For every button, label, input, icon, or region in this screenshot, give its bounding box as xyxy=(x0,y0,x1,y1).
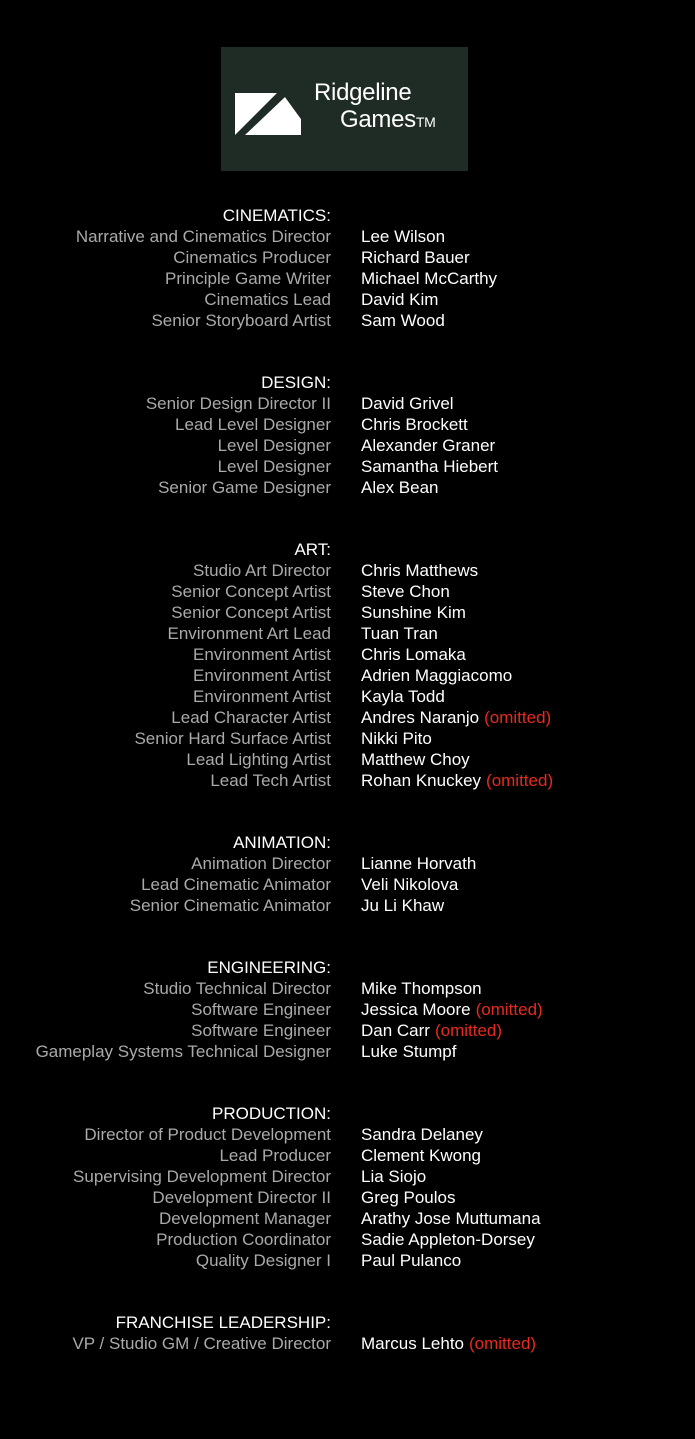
credit-row xyxy=(0,456,695,477)
credit-row xyxy=(0,477,695,498)
credit-role: Development Manager xyxy=(159,1209,331,1228)
credit-row xyxy=(0,1124,695,1145)
credit-row xyxy=(0,749,695,770)
section-title: PRODUCTION: xyxy=(212,1104,331,1123)
credit-row xyxy=(0,707,695,728)
credit-role: Studio Technical Director xyxy=(143,979,331,998)
credit-name: Chris Lomaka xyxy=(361,645,466,664)
credits-list xyxy=(0,205,695,1395)
credit-role: Cinematics Producer xyxy=(173,248,331,267)
credit-name: Sam Wood xyxy=(361,311,445,330)
credit-row xyxy=(0,728,695,749)
credit-person xyxy=(361,1333,536,1354)
credit-person xyxy=(361,1229,535,1250)
credit-role: Director of Product Development xyxy=(84,1125,331,1144)
credit-row xyxy=(0,560,695,581)
credit-person xyxy=(361,602,466,623)
credit-person xyxy=(361,226,445,247)
credit-role: Environment Artist xyxy=(193,687,331,706)
credit-role: Gameplay Systems Technical Designer xyxy=(35,1042,331,1061)
credit-person xyxy=(361,874,458,895)
credit-role: Lead Lighting Artist xyxy=(186,750,331,769)
credit-name: Sunshine Kim xyxy=(361,603,466,622)
credit-row xyxy=(0,665,695,686)
credit-person xyxy=(361,895,444,916)
credit-role: Cinematics Lead xyxy=(204,290,331,309)
credit-name: Rohan Knuckey xyxy=(361,771,482,790)
credit-row xyxy=(0,393,695,414)
credit-name: Sandra Delaney xyxy=(361,1125,483,1144)
credit-name: Adrien Maggiacomo xyxy=(361,666,513,685)
credit-row xyxy=(0,999,695,1020)
credit-person xyxy=(361,665,512,686)
credit-person xyxy=(361,414,468,435)
credit-row xyxy=(0,414,695,435)
credit-row xyxy=(0,874,695,895)
credits-section xyxy=(0,372,695,498)
credits-section xyxy=(0,832,695,916)
credit-role: Narrative and Cinematics Director xyxy=(75,227,331,246)
credit-row xyxy=(0,289,695,310)
credit-person xyxy=(361,686,445,707)
credit-role: Lead Level Designer xyxy=(175,415,331,434)
credit-person xyxy=(361,853,476,874)
credit-person xyxy=(361,999,543,1020)
credit-name: Jessica Moore xyxy=(361,1000,471,1019)
credit-row xyxy=(0,853,695,874)
credit-role: Quality Designer I xyxy=(195,1251,331,1270)
credits-section xyxy=(0,205,695,331)
section-title: ANIMATION: xyxy=(233,833,331,852)
omitted-note: (omitted) xyxy=(469,1334,537,1353)
credit-role: Lead Tech Artist xyxy=(210,771,331,790)
credit-role: Production Coordinator xyxy=(156,1230,331,1249)
credit-role: Environment Artist xyxy=(193,645,331,664)
credit-person xyxy=(361,728,432,749)
credit-person xyxy=(361,477,439,498)
credit-row xyxy=(0,1250,695,1271)
credit-row xyxy=(0,1145,695,1166)
credit-row xyxy=(0,1208,695,1229)
credit-role: Senior Concept Artist xyxy=(171,582,331,601)
omitted-note: (omitted) xyxy=(434,1021,503,1040)
credit-role: Studio Art Director xyxy=(193,561,331,580)
credit-row xyxy=(0,226,695,247)
credit-row xyxy=(0,770,695,791)
credit-person xyxy=(361,247,470,268)
credit-role: Environment Artist xyxy=(193,666,331,685)
credit-name: Samantha Hiebert xyxy=(361,457,499,476)
credit-person xyxy=(361,1041,456,1062)
logo-line-1: Ridgeline xyxy=(314,79,412,106)
credit-row xyxy=(0,686,695,707)
credit-role: VP / Studio GM / Creative Director xyxy=(72,1334,331,1353)
credit-row xyxy=(0,1166,695,1187)
credit-person xyxy=(361,644,466,665)
credit-person xyxy=(361,1166,426,1187)
credit-person xyxy=(361,310,445,331)
credit-name: Lee Wilson xyxy=(361,227,446,246)
credit-role: Lead Producer xyxy=(219,1146,331,1165)
credit-person xyxy=(361,978,482,999)
credit-role: Level Designer xyxy=(217,436,331,455)
section-title: ART: xyxy=(294,540,331,559)
credit-role: Principle Game Writer xyxy=(165,269,331,288)
credit-row xyxy=(0,581,695,602)
credit-role: Animation Director xyxy=(191,854,331,873)
credit-name: Alex Bean xyxy=(361,478,439,497)
credit-name: Tuan Tran xyxy=(361,624,438,643)
credit-person xyxy=(361,1250,461,1271)
omitted-note: (omitted) xyxy=(484,708,552,727)
credit-person xyxy=(361,1124,483,1145)
credits-section xyxy=(0,1312,695,1354)
credit-name: Clement Kwong xyxy=(361,1146,482,1165)
credit-row xyxy=(0,247,695,268)
trademark-mark: TM xyxy=(415,114,436,130)
credit-row xyxy=(0,978,695,999)
credit-name: Arathy Jose Muttumana xyxy=(361,1209,541,1228)
credit-row xyxy=(0,1229,695,1250)
studio-logo xyxy=(221,47,468,171)
mountain-logo-icon xyxy=(235,83,315,135)
credit-row xyxy=(0,623,695,644)
credit-person xyxy=(361,623,438,644)
section-header xyxy=(0,832,695,853)
credit-role: Senior Cinematic Animator xyxy=(129,896,331,915)
credit-name: Chris Brockett xyxy=(361,415,468,434)
logo-line-2-text: Games xyxy=(340,106,416,133)
credit-name: Veli Nikolova xyxy=(361,875,459,894)
credit-row xyxy=(0,895,695,916)
credit-person xyxy=(361,770,553,791)
credits-section xyxy=(0,957,695,1062)
section-title: FRANCHISE LEADERSHIP: xyxy=(115,1313,331,1332)
credit-name: Lianne Horvath xyxy=(361,854,477,873)
credit-name: Nikki Pito xyxy=(361,729,432,748)
credit-role: Environment Art Lead xyxy=(167,624,331,643)
credit-person xyxy=(361,581,450,602)
credit-name: Chris Matthews xyxy=(361,561,479,580)
omitted-note: (omitted) xyxy=(486,771,554,790)
credit-role: Lead Character Artist xyxy=(171,708,331,727)
credit-name: Michael McCarthy xyxy=(361,269,498,288)
omitted-note: (omitted) xyxy=(475,1000,543,1019)
credit-name: Lia Siojo xyxy=(361,1167,427,1186)
credit-row xyxy=(0,1187,695,1208)
credit-person xyxy=(361,1020,502,1041)
section-header xyxy=(0,539,695,560)
credit-row xyxy=(0,1020,695,1041)
credit-row xyxy=(0,1041,695,1062)
credit-row xyxy=(0,268,695,289)
credits-section xyxy=(0,539,695,791)
credit-name: Steve Chon xyxy=(361,582,450,601)
credit-row xyxy=(0,602,695,623)
credit-person xyxy=(361,268,497,289)
credit-row xyxy=(0,435,695,456)
credit-name: David Grivel xyxy=(361,394,454,413)
credit-role: Level Designer xyxy=(217,457,331,476)
credit-name: David Kim xyxy=(361,290,439,309)
credit-person xyxy=(361,1187,456,1208)
credit-role: Software Engineer xyxy=(191,1021,331,1040)
credit-name: Ju Li Khaw xyxy=(361,896,445,915)
credit-person xyxy=(361,1208,541,1229)
credit-person xyxy=(361,749,470,770)
credit-person xyxy=(361,435,495,456)
section-title: ENGINEERING: xyxy=(207,958,331,977)
credit-row xyxy=(0,310,695,331)
section-header xyxy=(0,1312,695,1333)
credit-role: Supervising Development Director xyxy=(73,1167,331,1186)
credit-name: Alexander Graner xyxy=(361,436,496,455)
credit-name: Matthew Choy xyxy=(361,750,470,769)
credit-role: Senior Concept Artist xyxy=(171,603,331,622)
section-header xyxy=(0,372,695,393)
credit-role: Lead Cinematic Animator xyxy=(141,875,331,894)
credit-name: Mike Thompson xyxy=(361,979,482,998)
credits-section xyxy=(0,1103,695,1271)
credit-role: Development Director II xyxy=(152,1188,331,1207)
credit-name: Kayla Todd xyxy=(361,687,445,706)
credit-name: Dan Carr xyxy=(361,1021,430,1040)
logo-wordmark xyxy=(314,79,435,133)
credit-person xyxy=(361,560,478,581)
credit-role: Senior Game Designer xyxy=(158,478,331,497)
credit-person xyxy=(361,289,438,310)
credit-name: Greg Poulos xyxy=(361,1188,456,1207)
credit-role: Senior Storyboard Artist xyxy=(151,311,331,330)
credit-row xyxy=(0,1333,695,1354)
credit-name: Richard Bauer xyxy=(361,248,470,267)
logo-line-2 xyxy=(314,106,435,133)
credit-person xyxy=(361,456,498,477)
credit-name: Marcus Lehto xyxy=(361,1334,464,1353)
credit-name: Andres Naranjo xyxy=(361,708,480,727)
credit-role: Software Engineer xyxy=(191,1000,331,1019)
credit-name: Sadie Appleton-Dorsey xyxy=(361,1230,535,1249)
section-title: DESIGN: xyxy=(261,373,331,392)
section-title: CINEMATICS: xyxy=(222,206,331,225)
section-header xyxy=(0,205,695,226)
credit-row xyxy=(0,644,695,665)
credit-person xyxy=(361,1145,481,1166)
credit-person xyxy=(361,707,551,728)
section-header xyxy=(0,1103,695,1124)
credit-role: Senior Hard Surface Artist xyxy=(134,729,331,748)
credit-name: Paul Pulanco xyxy=(361,1251,462,1270)
credit-person xyxy=(361,393,454,414)
credit-name: Luke Stumpf xyxy=(361,1042,457,1061)
credit-role: Senior Design Director II xyxy=(145,394,331,413)
section-header xyxy=(0,957,695,978)
